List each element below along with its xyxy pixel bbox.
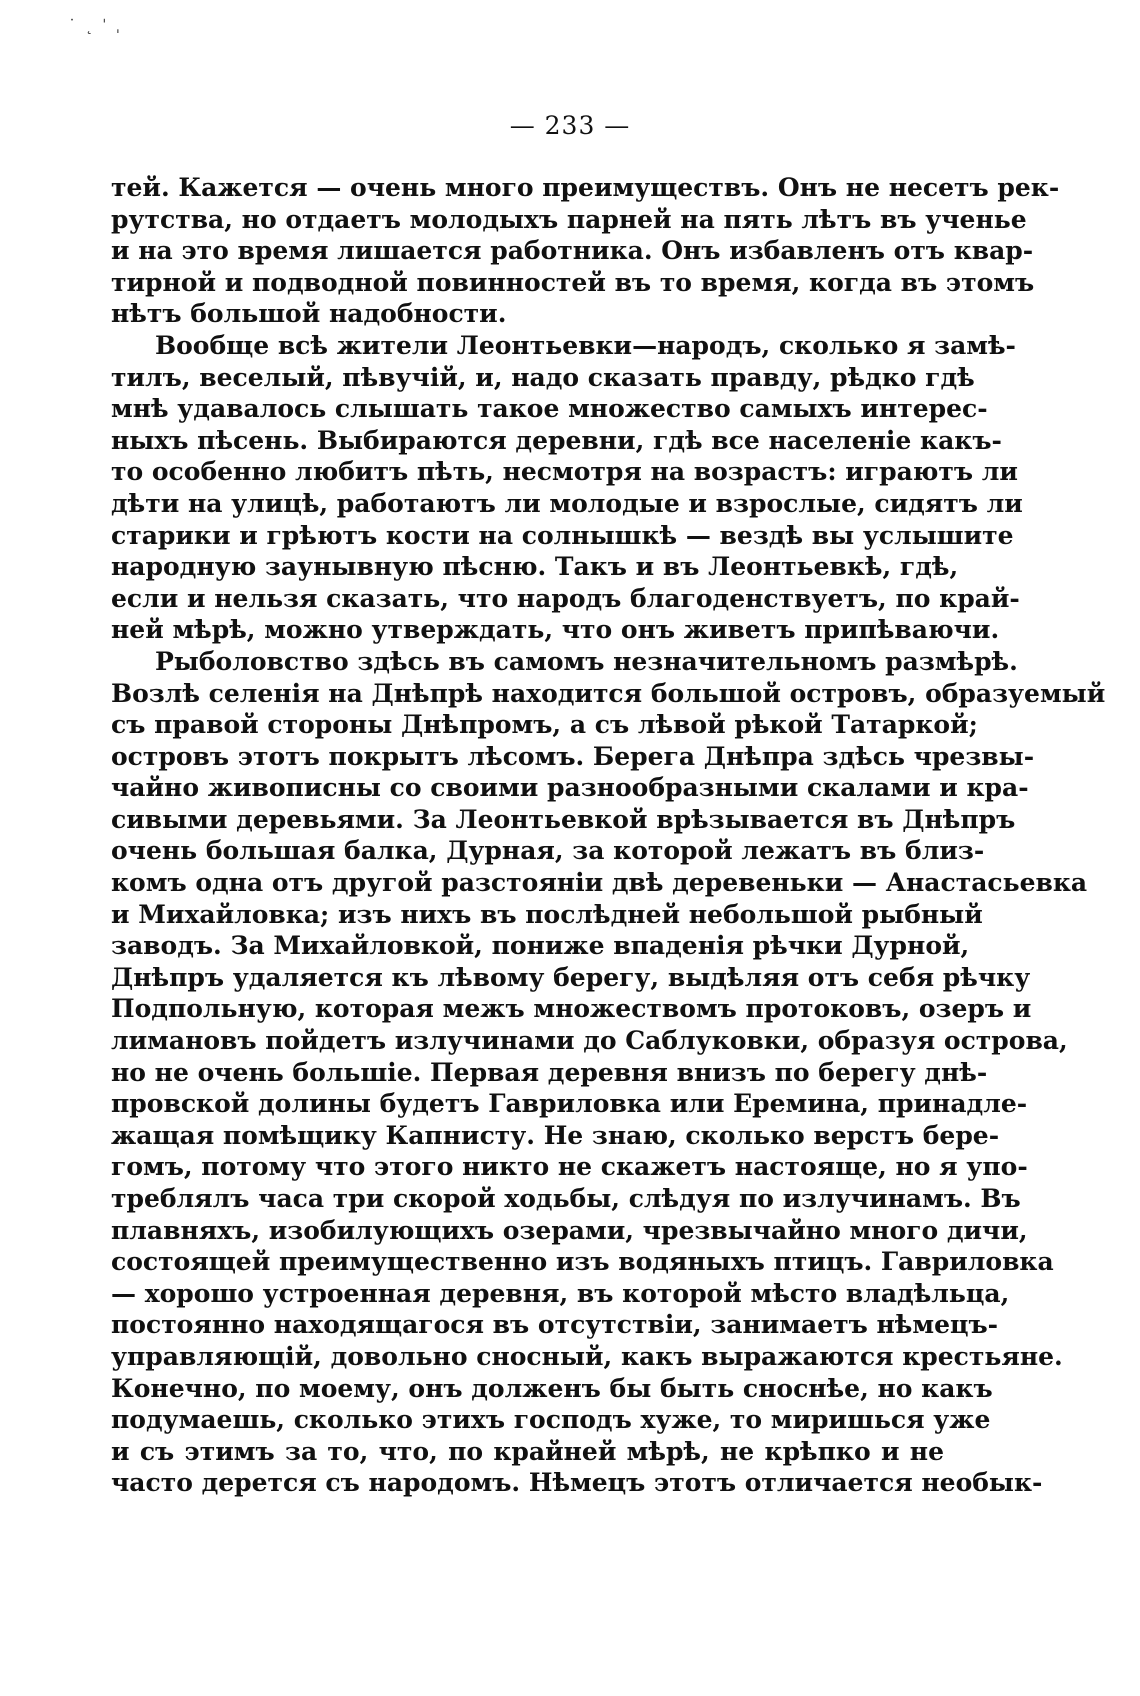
paragraph-start-line: Вообще всѣ жители Леонтьевки—народъ, сколько я замѣ- xyxy=(155,330,1016,360)
text-line: старики и грѣютъ кости на солнышкѣ — вездѣ вы услышите xyxy=(111,520,1014,550)
text-line: плавняхъ, изобилующихъ озерами, чрезвычайно много дичи, xyxy=(111,1215,1028,1245)
text-line: народную заунывную пѣсню. Такъ и въ Леонтьевкѣ, гдѣ, xyxy=(111,552,959,582)
text-line: состоящей преимущественно изъ водяныхъ птицъ. Гавриловка xyxy=(111,1247,1054,1277)
text-line: чайно живописны со своими разнообразными скалами и кра- xyxy=(111,773,1029,803)
text-line: тей. Кажется — очень много преимуществъ. Онъ не несетъ рек- xyxy=(111,173,1060,202)
text-line: лимановъ пойдетъ излучинами до Саблуковки, образуя острова, xyxy=(111,1026,1068,1056)
text-line: мнѣ удавалось слышать такое множество самыхъ интерес- xyxy=(111,394,988,424)
text-line: жащая помѣщику Капнисту. Не знаю, сколько верстъ бере- xyxy=(111,1120,1000,1150)
text-line: очень большая балка, Дурная, за которой лежатъ въ близ- xyxy=(111,836,985,866)
body-text xyxy=(111,172,1106,1499)
page-number: — 233 — xyxy=(509,111,631,140)
text-line: ныхъ пѣсень. Выбираются деревни, гдѣ все населеніе какъ- xyxy=(111,425,1002,455)
text-line: Днѣпръ удаляется къ лѣвому берегу, выдѣляя отъ себя рѣчку xyxy=(111,962,1031,992)
text-line: постоянно находящагося въ отсутствіи, занимаетъ нѣмецъ- xyxy=(111,1310,999,1340)
text-line: треблялъ часа три скорой ходьбы, слѣдуя по излучинамъ. Въ xyxy=(111,1184,1021,1213)
text-line: провской долины будетъ Гавриловка или Еремина, принадле- xyxy=(111,1089,1028,1119)
text-line: тилъ, веселый, пѣвучій, и, надо сказать правду, рѣдко гдѣ xyxy=(111,362,975,392)
text-line: заводъ. За Михайловкой, пониже впаденія рѣчки Дурной, xyxy=(111,931,970,961)
text-line: и съ этимъ за то, что, по крайней мѣрѣ, не крѣпко и не xyxy=(111,1436,944,1466)
text-line: дѣти на улицѣ, работаютъ ли молодые и взрослые, сидятъ ли xyxy=(111,488,1023,518)
text-line: сивыми деревьями. За Леонтьевкой врѣзывается въ Днѣпръ xyxy=(111,804,1016,834)
paragraph-start-line: Рыболовство здѣсь въ самомъ незначительномъ размѣрѣ. xyxy=(155,646,1018,676)
text-line: часто дерется съ народомъ. Нѣмецъ этотъ отличается необык- xyxy=(111,1468,1043,1498)
text-line: ней мѣрѣ, можно утверждать, что онъ живетъ припѣваючи. xyxy=(111,615,1000,645)
text-line: и Михайловка; изъ нихъ въ послѣдней небольшой рыбный xyxy=(111,899,983,929)
text-line: — хорошо устроенная деревня, въ которой мѣсто владѣльца, xyxy=(111,1278,1010,1308)
text-line: и на это время лишается работника. Онъ избавленъ отъ квар- xyxy=(111,236,1034,266)
text-line: гомъ, потому что этого никто не скажетъ настояще, но я упо- xyxy=(111,1152,1028,1182)
text-line: подумаешь, сколько этихъ господъ хуже, то миришься уже xyxy=(111,1405,991,1435)
text-line: тирной и подводной повинностей въ то время, когда въ этомъ xyxy=(111,267,1035,297)
text-line: съ правой стороны Днѣпромъ, а съ лѣвой рѣкой Татаркой; xyxy=(111,710,978,740)
text-line: нѣтъ большой надобности. xyxy=(111,299,507,329)
text-line: управляющій, довольно сносный, какъ выражаются крестьяне. xyxy=(111,1341,1063,1371)
text-line: Подпольную, которая межъ множествомъ протоковъ, озеръ и xyxy=(111,994,1032,1024)
text-line: рутства, но отдаетъ молодыхъ парней на пять лѣтъ въ ученье xyxy=(111,204,1027,234)
text-line: Конечно, по моему, онъ долженъ бы быть снoснѣе, но какъ xyxy=(111,1373,993,1403)
text-line: комъ одна отъ другой разстояніи двѣ деревеньки — Анастасьевка xyxy=(111,868,1088,898)
text-line: то особенно любитъ пѣть, несмотря на возрастъ: играютъ ли xyxy=(111,457,1018,487)
text-line: если и нельзя сказать, что народъ благоденствуетъ, по край- xyxy=(111,583,1020,613)
text-line: островъ этотъ покрытъ лѣсомъ. Берега Днѣпра здѣсь чрезвы- xyxy=(111,741,1035,771)
text-line: Возлѣ селенія на Днѣпрѣ находится большой островъ, образуемый xyxy=(111,678,1106,708)
scan-specks-decoration: ˙ ˛ ˈ ˌ xyxy=(68,16,123,35)
text-line: но не очень большіе. Первая деревня внизъ по берегу днѣ- xyxy=(111,1057,988,1087)
